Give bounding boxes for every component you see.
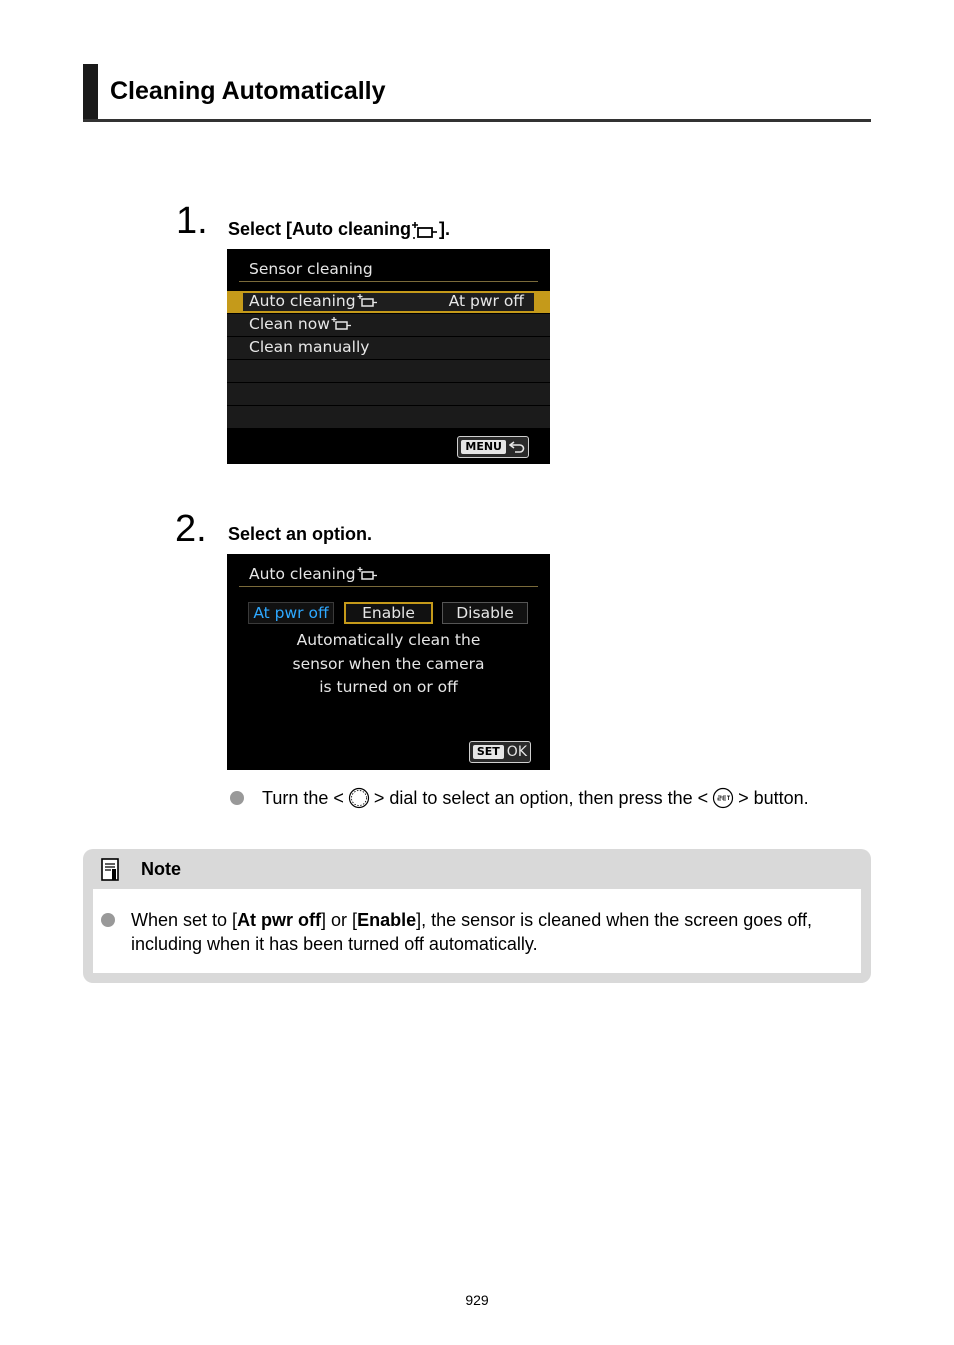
note-text-part: ] or [	[321, 910, 358, 930]
menu-item-auto-cleaning-value: At pwr off	[448, 292, 524, 310]
step-1-title-suffix: ].	[439, 219, 451, 239]
screen-1-footer	[227, 430, 550, 464]
note-text-part: ], the sensor is cleaned when the screen goes off, including when it has been turned off automatically.	[131, 910, 813, 954]
sensor-cleaning-screen	[227, 249, 550, 464]
menu-item-clean-now-label: Clean now	[249, 315, 330, 333]
step-1-title	[228, 219, 450, 240]
menu-tag: MENU	[461, 440, 506, 454]
note-icon	[101, 858, 121, 882]
menu-row-empty	[227, 383, 550, 406]
note-box	[83, 849, 871, 983]
screen-2-header	[249, 565, 380, 583]
option-description-line: sensor when the camera	[292, 655, 485, 673]
step-2-number: 2.	[175, 508, 207, 550]
set-button-icon	[712, 787, 734, 809]
return-arrow-icon	[509, 440, 525, 454]
note-text-part: When set to [	[131, 910, 238, 930]
sensor-clean-icon	[356, 293, 380, 309]
section-heading	[83, 64, 871, 122]
option-at-pwr-off[interactable]: At pwr off	[248, 602, 334, 624]
menu-row-empty	[227, 360, 550, 383]
menu-item-auto-cleaning-label: Auto cleaning	[249, 292, 356, 310]
note-bold-at-pwr-off: At pwr off	[237, 910, 322, 930]
sensor-clean-icon	[411, 220, 439, 240]
sensor-clean-icon	[356, 566, 380, 582]
option-description-line: is turned on or off	[319, 678, 458, 696]
instruction-text-3: > button.	[738, 787, 809, 808]
option-description-line: Automatically clean the	[296, 631, 481, 649]
instruction-text-2: > dial to select an option, then press the <	[373, 787, 709, 808]
page-number: 929	[465, 1292, 489, 1308]
heading-rule	[83, 119, 871, 122]
menu-back-button[interactable]	[457, 436, 529, 458]
screen-2-header-rule	[239, 586, 538, 587]
note-title: Note	[141, 859, 181, 879]
auto-cleaning-screen	[227, 554, 550, 770]
menu-item-clean-now[interactable]	[227, 314, 550, 337]
instruction-line	[230, 787, 809, 809]
step-1-title-prefix: Select [Auto cleaning	[228, 219, 412, 239]
instruction-text-1: Turn the <	[262, 787, 344, 808]
section-title: Cleaning Automatically	[110, 77, 386, 105]
step-1-number: 1.	[176, 200, 208, 242]
heading-bar	[83, 64, 98, 122]
screen-1-header-rule	[239, 281, 538, 282]
menu-item-clean-manually[interactable]	[227, 337, 550, 360]
set-ok-label: OK	[506, 744, 527, 760]
note-bold-enable: Enable	[357, 910, 417, 930]
note-body	[93, 889, 861, 973]
sensor-clean-icon	[330, 316, 354, 332]
menu-row-empty	[227, 406, 550, 429]
menu-item-clean-manually-label: Clean manually	[249, 338, 370, 356]
note-text	[131, 908, 851, 956]
option-disable[interactable]: Disable	[442, 602, 528, 624]
quick-control-dial-icon	[348, 787, 370, 809]
set-ok-button[interactable]	[469, 741, 531, 763]
bullet-icon	[230, 791, 244, 805]
step-2-title: Select an option.	[228, 524, 373, 544]
screen-1-header: Sensor cleaning	[249, 260, 373, 278]
option-enable[interactable]: Enable	[344, 602, 433, 624]
set-tag: SET	[473, 745, 504, 759]
menu-item-auto-cleaning[interactable]	[227, 291, 550, 314]
bullet-icon	[101, 913, 115, 927]
screen-2-header-label: Auto cleaning	[249, 565, 356, 583]
